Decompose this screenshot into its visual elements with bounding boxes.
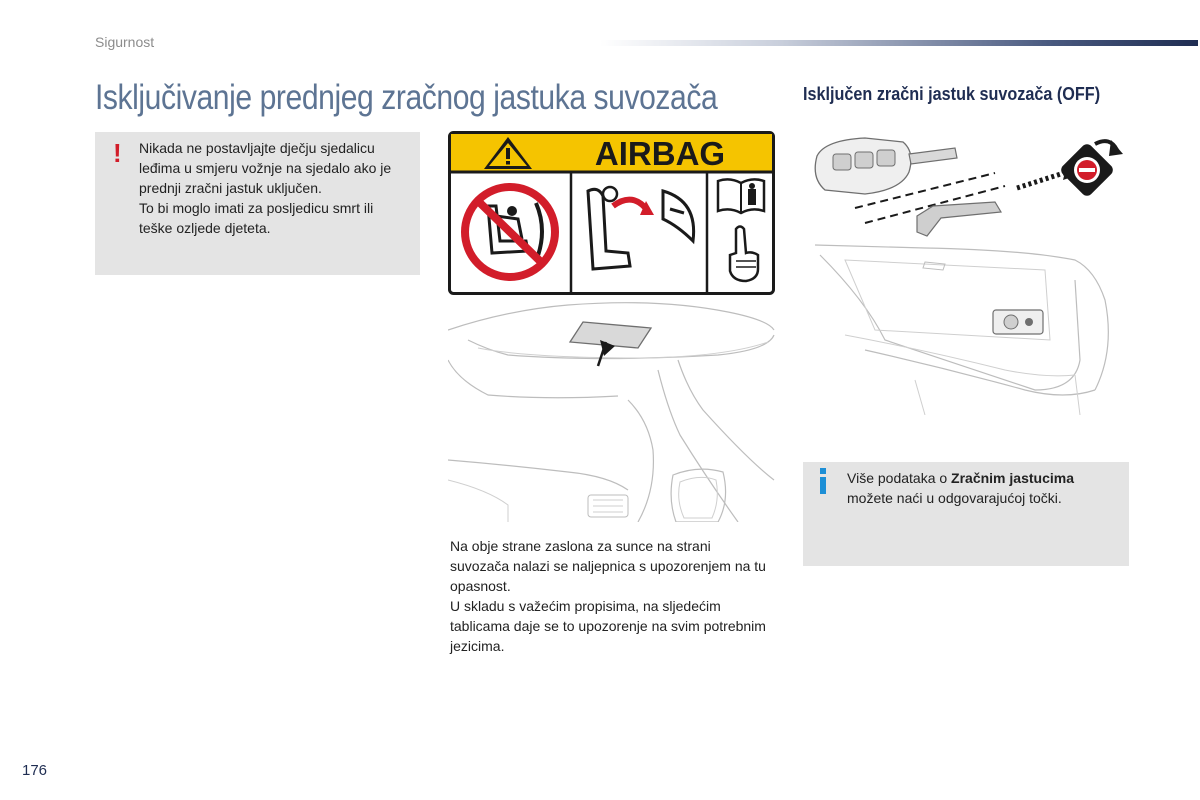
car-key-icon: [815, 138, 957, 194]
warning-text: [139, 138, 409, 238]
right-heading: Isključen zračni jastuk suvozača (OFF): [803, 84, 1101, 104]
warning-line-1: Nikada ne postavljajte dječju sjedalicu leđima u smjeru vožnje na sjedalo ako je prednji zračni jastuk uključen.: [139, 140, 392, 196]
body-paragraph-2: U skladu s važećim propisima, na sljedećim tablicama daje se to upozorenje na svim potrebnim jezicima.: [450, 598, 766, 654]
airbag-warning-label: [448, 131, 775, 295]
glovebox-switch-icon: [993, 310, 1043, 334]
info-box: [803, 462, 1129, 566]
info-text-before: Više podataka o: [847, 470, 952, 486]
info-icon: [817, 468, 829, 494]
header-gradient-bar: [600, 40, 1198, 46]
airbag-label-title: AIRBAG: [594, 135, 726, 172]
key-and-switch-illustration: [805, 128, 1130, 248]
body-text: [450, 536, 770, 656]
no-rear-facing-child-seat-icon: [465, 187, 555, 277]
page-number: 176: [22, 762, 48, 779]
info-text: [847, 468, 1117, 508]
body-paragraph-1: Na obje strane zaslona za sunce na strani suvozača nalazi se naljepnica s upozorenjem na tu opasnost.: [450, 538, 766, 594]
warning-box: [95, 132, 420, 275]
airbag-switch-icon: [1059, 142, 1116, 199]
glovebox-illustration: [805, 240, 1130, 415]
info-text-after: možete naći u odgovarajućoj točki.: [847, 490, 1062, 506]
warning-sticker-shape: [570, 322, 651, 348]
warning-line-2: To bi moglo imati za posljedicu smrt ili teške ozljede djeteta.: [139, 200, 374, 236]
section-label: Sigurnost: [95, 34, 155, 50]
info-text-bold: Zračnim jastucima: [951, 470, 1074, 486]
key-blade-icon: [917, 202, 1001, 236]
page-title: Isključivanje prednjeg zračnog jastuka suvozača: [95, 78, 718, 117]
exclamation-mark-icon: !: [113, 138, 122, 168]
sun-visor-illustration: [448, 300, 775, 522]
